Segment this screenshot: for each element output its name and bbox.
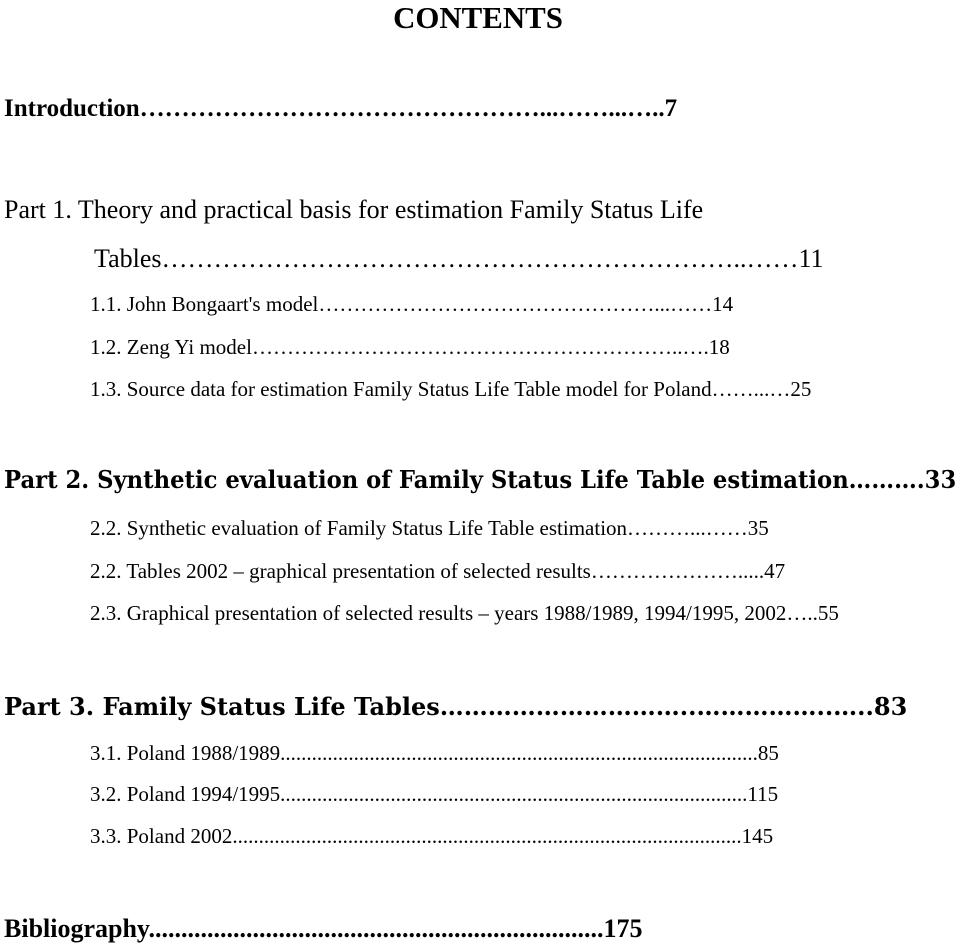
toc-entry-part3: Part 3. Family Status Life Tables…………………………..……………..…..83 <box>4 692 908 721</box>
toc-entry-bibliography: Bibliography......................................................................175 <box>4 914 643 943</box>
toc-entry-2-2: 2.2. Tables 2002 – graphical presentation of selected results………………….....47 <box>90 559 786 583</box>
toc-entry-2-1: 2.2. Synthetic evaluation of Family Status Life Table estimation………...……35 <box>90 516 769 540</box>
toc-entry-3-3: 3.3. Poland 2002.................................................................................................145 <box>90 824 774 848</box>
toc-entry-1-3: 1.3. Source data for estimation Family Status Life Table model for Poland……...…25 <box>90 377 812 401</box>
toc-entry-introduction: Introduction…………………………………………...……...…..7 <box>4 95 678 122</box>
toc-entry-part1-continued: Tables…………………………………………………………..……11 <box>94 244 824 273</box>
toc-entry-part1: Part 1. Theory and practical basis for estimation Family Status Life <box>4 195 704 224</box>
toc-entry-3-2: 3.2. Poland 1994/1995.........................................................................................115 <box>90 782 779 806</box>
toc-entry-2-3: 2.3. Graphical presentation of selected results – years 1988/1989, 1994/1995, 2002…..55 <box>90 601 839 625</box>
page-title: CONTENTS <box>393 0 563 35</box>
toc-entry-3-1: 3.1. Poland 1988/1989...........................................................................................85 <box>90 741 779 765</box>
toc-entry-part2: Part 2. Synthetic evaluation of Family Status Life Table estimation……….33 <box>4 465 957 494</box>
toc-entry-1-1: 1.1. John Bongaart's model…………………………………………...……14 <box>90 292 734 316</box>
toc-entry-1-2: 1.2. Zeng Yi model……………………………………………………..….18 <box>90 335 730 359</box>
